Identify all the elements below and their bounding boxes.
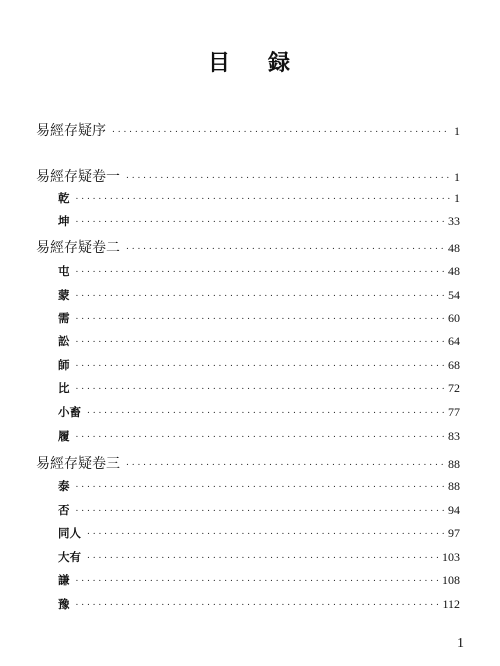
toc-entry-pi[interactable]	[58, 502, 460, 518]
page-title-char-2: 録	[268, 51, 293, 76]
dot-leader	[76, 573, 439, 585]
toc-entry-page: 112	[442, 597, 460, 611]
toc-entry-label: 易經存疑卷二	[36, 240, 120, 256]
dot-leader	[112, 121, 450, 135]
toc-entry-xu[interactable]	[58, 310, 460, 326]
toc-entry-label: 履	[58, 429, 70, 443]
toc-entry-label: 易經存疑卷三	[36, 456, 120, 472]
toc-entry-volume-1[interactable]	[36, 166, 460, 186]
toc-entry-label: 屯	[58, 264, 70, 278]
toc-entry-label: 師	[58, 358, 70, 372]
toc-entry-page: 48	[448, 241, 460, 255]
dot-leader	[76, 311, 445, 323]
toc-entry-yu[interactable]	[58, 596, 460, 612]
dot-leader	[76, 479, 445, 491]
toc-entry-page: 33	[448, 214, 460, 228]
toc-entry-lv[interactable]	[58, 428, 460, 444]
toc-entry-page: 64	[448, 334, 460, 348]
dot-leader	[76, 191, 451, 203]
toc-entry-page: 77	[448, 405, 460, 419]
toc-entry-page: 60	[448, 311, 460, 325]
dot-leader	[76, 381, 445, 393]
toc-entry-page: 88	[448, 457, 460, 471]
toc-entry-song[interactable]	[58, 333, 460, 349]
dot-leader	[87, 405, 444, 417]
toc-entry-tai[interactable]	[58, 478, 460, 494]
toc-entry-qian-modesty[interactable]	[58, 572, 460, 588]
toc-entry-preface[interactable]	[36, 120, 460, 140]
toc-entry-dayou[interactable]	[58, 549, 460, 565]
toc-entry-label: 豫	[58, 597, 70, 611]
toc-entry-page: 108	[442, 573, 460, 587]
dot-leader	[76, 429, 445, 441]
toc-entry-xiaoxu[interactable]	[58, 404, 460, 420]
dot-leader	[76, 597, 439, 609]
toc-entry-page: 54	[448, 288, 460, 302]
dot-leader	[76, 214, 445, 226]
toc-entry-label: 蒙	[58, 288, 70, 302]
toc-entry-label: 否	[58, 503, 70, 517]
toc-entry-label: 訟	[58, 334, 70, 348]
toc-entry-page: 97	[448, 526, 460, 540]
toc-entry-label: 乾	[58, 191, 70, 205]
toc-entry-qian[interactable]	[58, 190, 460, 206]
toc-entry-page: 103	[442, 550, 460, 564]
toc-entry-page: 1	[454, 170, 460, 184]
toc-entry-label: 坤	[58, 214, 70, 228]
toc-entry-page: 1	[454, 124, 460, 138]
page-number: 1	[457, 636, 464, 651]
dot-leader	[87, 526, 444, 538]
toc-entry-page: 68	[448, 358, 460, 372]
toc-entry-volume-3[interactable]	[36, 453, 460, 473]
dot-leader	[76, 334, 445, 346]
toc-entry-label: 大有	[58, 550, 81, 564]
dot-leader	[87, 550, 438, 562]
toc-entry-label: 易經存疑序	[36, 123, 106, 139]
toc-entry-label: 謙	[58, 573, 70, 587]
dot-leader	[76, 503, 445, 515]
toc-entry-page: 48	[448, 264, 460, 278]
toc-entry-shi[interactable]	[58, 357, 460, 373]
dot-leader	[76, 264, 445, 276]
toc-entry-zhun[interactable]	[58, 263, 460, 279]
toc-entry-label: 易經存疑卷一	[36, 169, 120, 185]
toc-entry-label: 比	[58, 381, 70, 395]
toc-entry-label: 小畜	[58, 405, 81, 419]
dot-leader	[126, 238, 444, 252]
toc-entry-page: 72	[448, 381, 460, 395]
dot-leader	[126, 167, 450, 181]
toc-entry-volume-2[interactable]	[36, 237, 460, 257]
toc-entry-label: 同人	[58, 526, 81, 540]
toc-entry-page: 83	[448, 429, 460, 443]
toc-entry-kun[interactable]	[58, 213, 460, 229]
toc-entry-page: 88	[448, 479, 460, 493]
dot-leader	[126, 454, 444, 468]
toc-entry-tongren[interactable]	[58, 525, 460, 541]
toc-entry-page: 94	[448, 503, 460, 517]
toc-entry-label: 泰	[58, 479, 70, 493]
dot-leader	[76, 288, 445, 300]
page-title-char-1: 目	[207, 51, 232, 76]
toc-entry-meng[interactable]	[58, 287, 460, 303]
dot-leader	[76, 358, 445, 370]
toc-entry-page: 1	[454, 191, 460, 205]
toc-entry-bi[interactable]	[58, 380, 460, 396]
toc-entry-label: 需	[58, 311, 70, 325]
